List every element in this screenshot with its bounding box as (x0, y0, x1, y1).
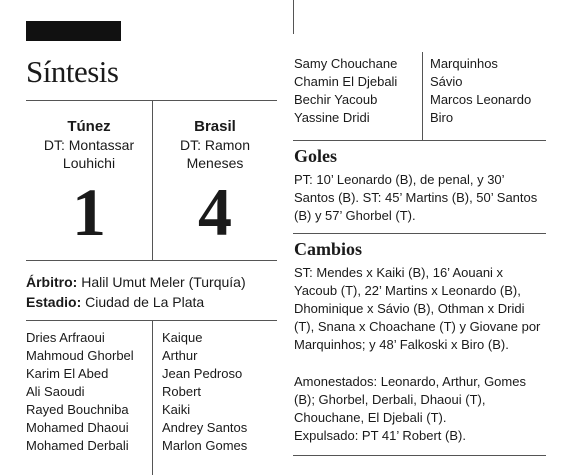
list-item: Arthur (162, 348, 198, 363)
page-title: Síntesis (26, 54, 119, 89)
home-team-coach: DT: Montassar Louhichi (43, 137, 135, 171)
cautions-text: Amonestados: Leonardo, Arthur, Gomes (B); Ghorbel, Derbali, Dhaoui (T), Chouchane, El Djebali (T). (294, 374, 526, 425)
list-item: Biro (430, 110, 454, 125)
list-item: Mohamed Dhaoui (26, 420, 129, 435)
list-item: Karim El Abed (26, 366, 109, 381)
list-item: Bechir Yacoub (294, 92, 378, 107)
sendoff-text: Expulsado: PT 41’ Robert (B). (294, 428, 466, 443)
away-lineup-continued (430, 55, 531, 127)
list-item: Rayed Bouchniba (26, 402, 129, 417)
list-item: Andrey Santos (162, 420, 248, 435)
away-score: 4 (198, 174, 232, 250)
goals-heading: Goles (294, 146, 337, 166)
stadium-name: Ciudad de La Plata (85, 294, 205, 310)
list-item: Jean Pedroso (162, 366, 243, 381)
divider-right-lineups-vertical (422, 52, 423, 140)
list-item: Chamin El Djebali (294, 74, 398, 89)
divider-right-left-edge (293, 0, 294, 34)
away-team-coach: DT: Ramon Meneses (179, 137, 251, 171)
changes-text: ST: Mendes x Kaiki (B), 16’ Aouani x Yacoub (T), 22’ Martins x Leonardo (B), Dhominique x Sávio (B), Othman x Dridi (T), Snana x Choachane (T) y Giovane por Marquinhos; y 48’ Falkoski x Biro (B). (294, 265, 541, 352)
changes-heading: Cambios (294, 239, 363, 259)
list-item: Samy Chouchane (294, 56, 398, 71)
list-item: Mohamed Derbali (26, 438, 129, 453)
stadium-line (26, 292, 204, 312)
list-item: Sávio (430, 74, 463, 89)
referee-line (26, 272, 246, 292)
divider-score (26, 260, 277, 261)
home-team-name: Túnez (67, 118, 111, 135)
list-item: Kaique (162, 330, 203, 345)
list-item: Robert (162, 384, 202, 399)
home-lineup-list (26, 329, 134, 455)
list-item: Dries Arfraoui (26, 330, 105, 345)
home-score: 1 (72, 174, 106, 250)
divider-after-goals (293, 233, 546, 234)
away-lineup-list (162, 329, 247, 455)
list-item: Yassine Dridi (294, 110, 370, 125)
list-item: Kaiki (162, 402, 191, 417)
list-item: Mahmoud Ghorbel (26, 348, 134, 363)
home-team-block (26, 118, 152, 172)
list-item: Marlon Gomes (162, 438, 248, 453)
home-lineup-continued (294, 55, 397, 127)
goals-text: PT: 10’ Leonardo (B), de penal, y 30’ Santos (B). ST: 45’ Martins (B), 50’ Santos (B) y 57’ Ghorbel (T). (294, 172, 538, 223)
away-team-block (153, 118, 277, 172)
referee-label: Árbitro: (26, 274, 78, 290)
away-team-name: Brasil (194, 118, 236, 135)
referee-name: Halil Umut Meler (Turquía) (81, 274, 246, 290)
section-marker-bar (26, 21, 121, 41)
divider-lineups-vertical (152, 320, 153, 475)
stadium-label: Estadio: (26, 294, 82, 310)
list-item: Ali Saoudi (26, 384, 85, 399)
divider-bottom (293, 455, 546, 456)
divider-after-lineups (293, 140, 546, 141)
list-item: Marquinhos (430, 56, 498, 71)
list-item: Marcos Leonardo (430, 92, 532, 107)
